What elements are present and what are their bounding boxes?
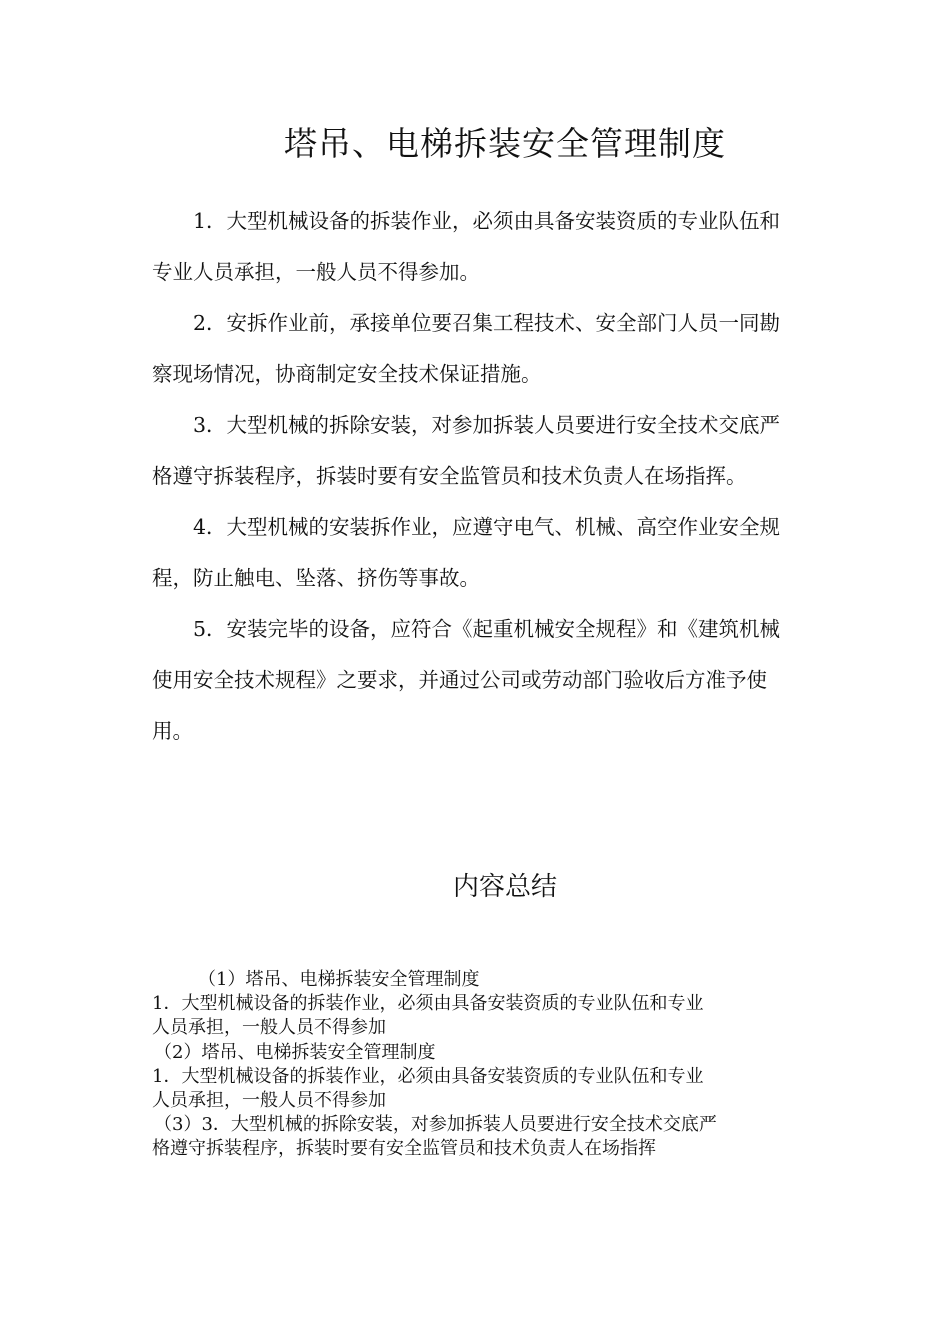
paragraph-1: 1．大型机械设备的拆装作业，必须由具备安装资质的专业队伍和专业人员承担，一般人员不得参加。 — [152, 209, 781, 284]
paragraph-2: 2．安拆作业前，承接单位要召集工程技术、安全部门人员一同勘察现场情况，协商制定安全技术保证措施。 — [152, 311, 781, 386]
summary-line: 人员承担，一般人员不得参加 — [152, 1017, 386, 1039]
summary-title: 内容总结 — [452, 872, 557, 902]
summary-line: （2）塔吊、电梯拆装安全管理制度 — [154, 1041, 436, 1063]
paragraph-4: 4．大型机械的安装拆作业，应遵守电气、机械、高空作业安全规程，防止触电、坠落、挤伤等事故。 — [152, 515, 781, 590]
paragraph-3: 3．大型机械的拆除安装，对参加拆装人员要进行安全技术交底严格遵守拆装程序，拆装时要有安全监管员和技术负责人在场指挥。 — [152, 413, 781, 488]
paragraph-5: 5．安装完毕的设备，应符合《起重机械安全规程》和《建筑机械使用安全技术规程》之要求，并通过公司或劳动部门验收后方准予使用。 — [152, 617, 781, 743]
summary-section — [152, 968, 800, 1162]
summary-line: （3）3．大型机械的拆除安装，对参加拆装人员要进行安全技术交底严 — [154, 1114, 717, 1136]
document-title: 塔吊、电梯拆装安全管理制度 — [284, 124, 726, 163]
document-body — [152, 196, 800, 757]
summary-line: 1．大型机械设备的拆装作业，必须由具备安装资质的专业队伍和专业 — [152, 993, 704, 1015]
summary-line: （1）塔吊、电梯拆装安全管理制度 — [198, 969, 480, 990]
summary-line: 格遵守拆装程序，拆装时要有安全监管员和技术负责人在场指挥 — [152, 1138, 656, 1160]
summary-line: 1．大型机械设备的拆装作业，必须由具备安装资质的专业队伍和专业 — [152, 1065, 704, 1087]
summary-line: 人员承担，一般人员不得参加 — [152, 1090, 386, 1112]
